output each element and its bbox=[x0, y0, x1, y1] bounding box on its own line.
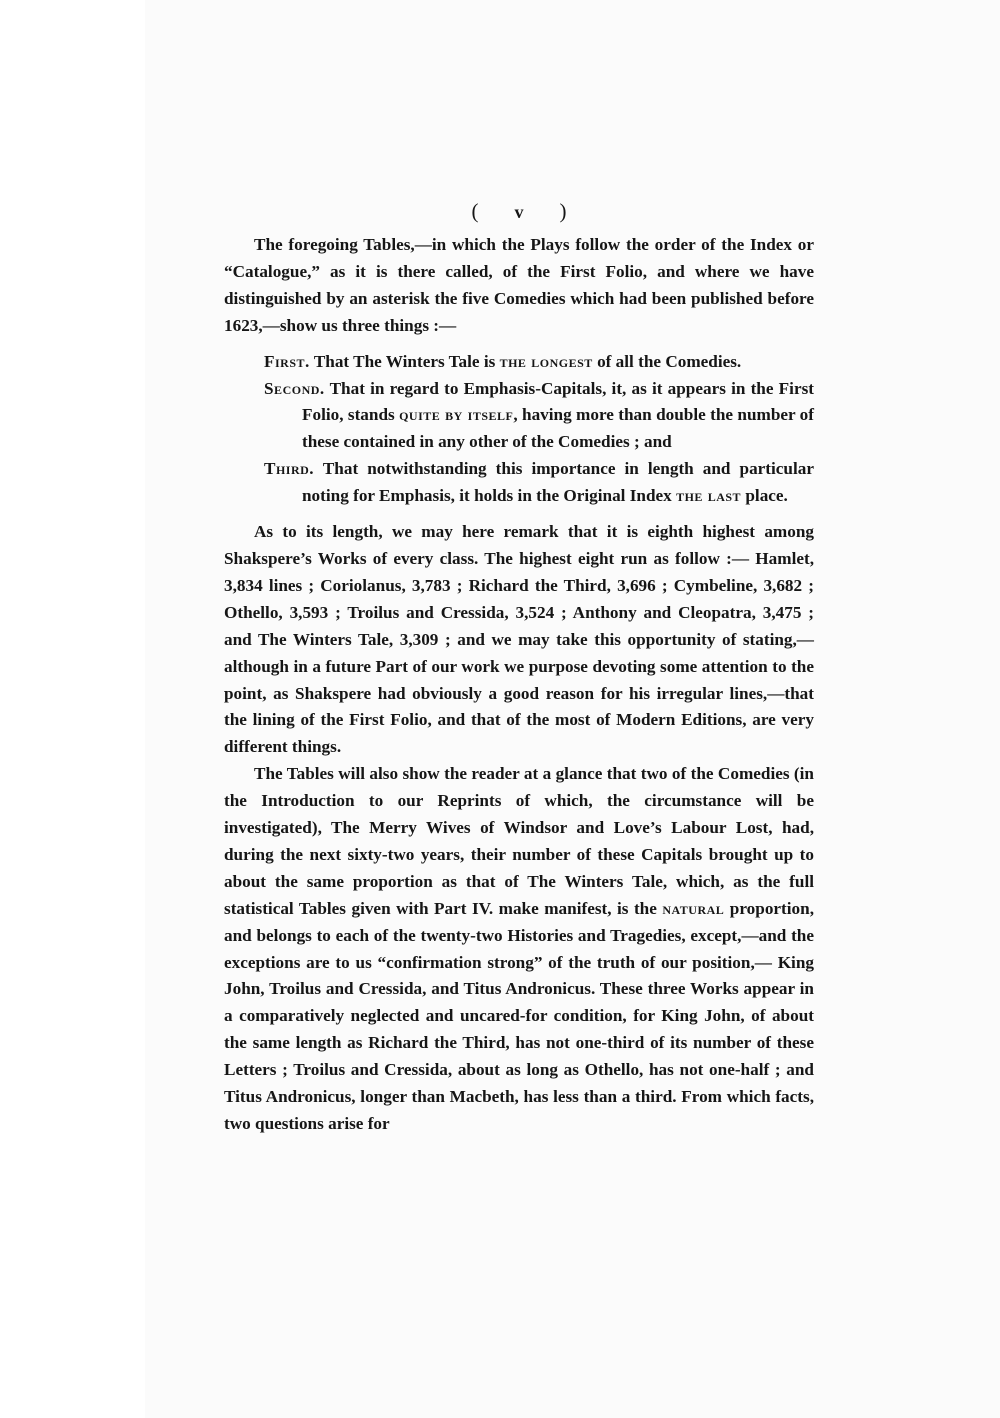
list-item-emphasis: the last bbox=[676, 486, 742, 506]
list-item-label: Second. bbox=[264, 378, 325, 398]
length-paragraph: As to its length, we may here remark that it is eighth highest among Shakspere’s Works of every class. The highest eight run as follow :— Hamlet, 3,834 lines ; Coriolanus, 3,783 ; Richard the Third, 3,696 ; Cymbeline, 3,682 ; Othello, 3,593 ; Troilus and Cressida, 3,524 ; Anthony and Cleopatra, 3,475 ; and The Winters Tale, 3,309 ; and we may take this opportunity of stating,—although in a future Part of our work we purpose devoting some attention to the point, as Shakspere had obviously a good reason for his irregular lines,—that the lining of the First Folio, and that of the most of Modern Editions, are very different things. bbox=[224, 522, 814, 757]
page-number-numeral: v bbox=[514, 202, 524, 222]
list-item-emphasis: the longest bbox=[499, 351, 593, 371]
list-item-emphasis: quite by itself bbox=[399, 405, 514, 425]
tables-paragraph-emphasis: natural bbox=[662, 898, 725, 918]
list-item-label: First. bbox=[264, 351, 310, 371]
three-things-list bbox=[224, 349, 814, 510]
page-number bbox=[224, 198, 814, 224]
list-item-third bbox=[264, 456, 814, 510]
page-number-open-paren: ( bbox=[471, 199, 479, 223]
list-item-second bbox=[264, 376, 815, 457]
list-item-text: That in regard to Emphasis-Capitals, it, as it appears in the First Folio, stands bbox=[302, 378, 814, 425]
document-page bbox=[224, 198, 814, 1138]
list-item-text: That The Winters Tale is bbox=[313, 351, 496, 371]
list-item-text-end: of all the Comedies. bbox=[597, 351, 742, 371]
list-item-first bbox=[264, 349, 814, 376]
list-item-text: That notwithstanding this importance in length and particular noting for Emphasis, it holds in the Original Index bbox=[302, 459, 814, 506]
tables-paragraph bbox=[224, 761, 814, 1138]
list-item-text-end: , having more than double the number of these contained in any other of the Comedies ; and bbox=[302, 405, 815, 452]
page-number-close-paren: ) bbox=[559, 199, 567, 223]
list-item-label: Third. bbox=[264, 459, 315, 479]
tables-paragraph-text-end: proportion, and belongs to each of the twenty-two Histories and Tragedies, except,—and the exceptions are to us “confirmation strong” of the truth of our position,— King John, Troilus and Cressida, and Titus Andronicus. These three Works appear in a comparatively neglected and uncared-for condition, for King John, of about the same length as Richard the Third, has not one-third of its number of these Letters ; Troilus and Cressida, about as long as Othello, has not one-half ; and Titus Andronicus, longer than Macbeth, has less than a third. From which facts, two questions arise for bbox=[224, 898, 814, 1133]
tables-paragraph-text: The Tables will also show the reader at a glance that two of the Comedies (in the Introduction to our Reprints of which, the circumstance will be investigated), The Merry Wives of Windsor and Love’s Labour Lost, had, during the next sixty-two years, their number of these Capitals brought up to about the same proportion as that of The Winters Tale, which, as the full statistical Tables given with Part IV. make manifest, is the bbox=[224, 764, 814, 918]
list-item-text-end: place. bbox=[745, 486, 788, 506]
intro-paragraph: The foregoing Tables,—in which the Plays follow the order of the Index or “Catalogue,” as it is there called, of the First Folio, and where we have distinguished by an asterisk the five Comedies which had been published before 1623,—show us three things :— bbox=[224, 235, 814, 335]
